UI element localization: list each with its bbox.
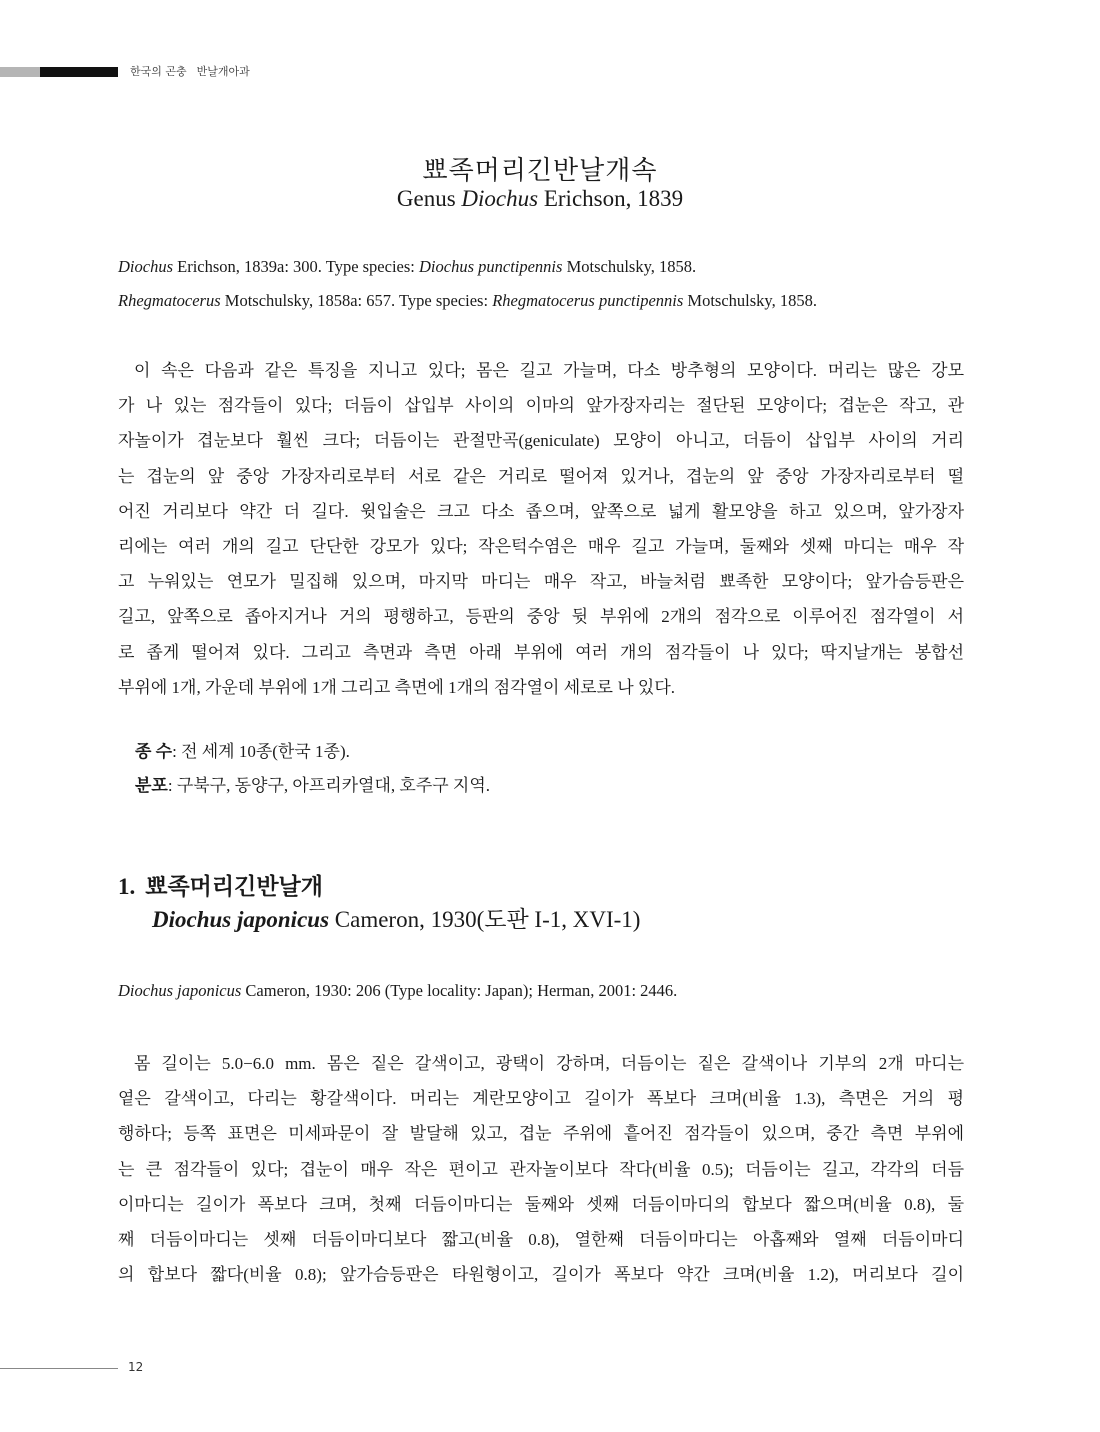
genus-title-latin: [0, 186, 1080, 212]
text-line: 길고, 앞쪽으로 좁아지거나 거의 평행하고, 등판의 중앙 뒷 부위에 2개의 점각으로 이루어진 점각열이 서: [118, 607, 964, 627]
footer-rule: [0, 1368, 118, 1369]
page-number: 12: [128, 1360, 144, 1374]
text-line: 는 겹눈의 앞 중앙 가장자리로부터 서로 같은 거리로 떨어져 있거나, 겹눈의 앞 중앙 가장자리로부터 떨: [118, 466, 964, 486]
species-number: 1.: [118, 874, 136, 899]
species-author: Cameron, 1930: [334, 907, 477, 932]
distribution-label: 분포: [135, 776, 168, 795]
species-name-korean: 뾰족머리긴반날개: [145, 874, 323, 899]
text-line: 는 큰 점각들이 있다; 겹눈이 매우 작은 편이고 관자놀이보다 작다(비율 0.5); 더듬이는 길고, 각각의 더듬: [118, 1159, 964, 1179]
text-line: 가 나 있는 점각들이 있다; 더듬이 삽입부 사이의 이마의 앞가장자리는 절단된 모양이다; 겹눈은 작고, 관: [118, 396, 964, 416]
text-line: 고 누워있는 연모가 밀집해 있으며, 마지막 마디는 매우 작고, 바늘처럼 뾰족한 모양이다; 앞가슴등판은: [118, 572, 964, 592]
distribution: [135, 769, 490, 803]
genus-prefix: Genus: [396, 186, 456, 211]
header-bar-gray: [0, 67, 40, 77]
section-title: 반날개아과: [196, 65, 250, 78]
synonym-entry: [118, 291, 817, 311]
header-bar-black: [40, 67, 118, 77]
type-species: Rhegmatocerus punctipennis: [492, 291, 684, 310]
species-heading: [118, 868, 323, 901]
text-line: 리에는 여러 개의 길고 단단한 강모가 있다; 작은턱수염은 매우 길고 가늘며, 둘째와 셋째 마디는 매우 작: [118, 536, 964, 556]
genus-author: Erichson, 1839: [543, 186, 684, 211]
text-line: 어진 거리보다 약간 더 길다. 윗입술은 크고 다소 좁으며, 앞쪽으로 넓게 활모양을 하고 있으며, 앞가장자: [118, 501, 964, 521]
text-line: 이 속은 다음과 같은 특징을 지니고 있다; 몸은 길고 가늘며, 다소 방추형의 모양이다. 머리는 많은 강모: [134, 361, 964, 380]
species-count: [135, 735, 490, 769]
synonym-name: Rhegmatocerus: [118, 291, 221, 310]
type-author: Motschulsky, 1858.: [687, 291, 817, 310]
citation-text: Cameron, 1930: 206 (Type locality: Japan); Herman, 2001: 2446.: [245, 981, 678, 1000]
type-species: Diochus punctipennis: [419, 257, 563, 276]
genus-title-korean: 뾰족머리긴반날개속: [422, 156, 658, 185]
synonym-entry: [118, 257, 696, 277]
species-count-value: : 전 세계 10종(한국 1종).: [172, 742, 350, 761]
book-title: 한국의 곤충: [130, 65, 187, 78]
species-latin-line: [152, 901, 640, 934]
species-citation: [118, 981, 677, 1001]
genus-description: [118, 353, 964, 705]
synonym-ref: Motschulsky, 1858a: 657. Type species:: [224, 291, 489, 310]
text-line: 옅은 갈색이고, 다리는 황갈색이다. 머리는 계란모양이고 길이가 폭보다 크며(비율 1.3), 측면은 거의 평: [118, 1089, 964, 1109]
text-line: 로 좁게 떨어져 있다. 그리고 측면과 측면 아래 부위에 여러 개의 점각들이 나 있다; 딱지날개는 봉합선: [118, 642, 964, 662]
genus-facts: [135, 735, 490, 803]
genus-name: Diochus: [461, 186, 539, 211]
species-count-label: 종 수: [135, 742, 173, 761]
text-line: 자놀이가 겹눈보다 훨씬 크다; 더듬이는 관절만곡(geniculate) 모양이 아니고, 더듬이 삽입부 사이의 거리: [118, 431, 964, 451]
text-line: 부위에 1개, 가운데 부위에 1개 그리고 측면에 1개의 점각열이 세로로 나 있다.: [118, 677, 675, 697]
distribution-value: : 구북구, 동양구, 아프리카열대, 호주구 지역.: [167, 776, 491, 795]
type-author: Motschulsky, 1858.: [566, 257, 697, 276]
text-line: 행하다; 등쪽 표면은 미세파문이 잘 발달해 있고, 겹눈 주위에 흩어진 점각들이 있으며, 중간 측면 부위에: [118, 1124, 964, 1144]
synonym-ref: Erichson, 1839a: 300. Type species:: [177, 257, 415, 276]
species-plate-ref: (도판 I-1, XVI-1): [476, 907, 641, 932]
species-description: [118, 1046, 964, 1292]
synonym-name: Diochus: [118, 257, 173, 276]
text-line: 의 합보다 짧다(비율 0.8); 앞가슴등판은 타원형이고, 길이가 폭보다 약간 크며(비율 1.2), 머리보다 길이: [118, 1265, 964, 1285]
species-name-latin: Diochus japonicus: [152, 907, 330, 932]
text-line: 몸 길이는 5.0−6.0 mm. 몸은 짙은 갈색이고, 광택이 강하며, 더듬이는 짙은 갈색이나 기부의 2개 마디는: [134, 1054, 964, 1073]
text-line: 이마디는 길이가 폭보다 크며, 첫째 더듬이마디는 둘째와 셋째 더듬이마디의 합보다 짧으며(비율 0.8), 둘: [118, 1194, 964, 1214]
citation-species-name: Diochus japonicus: [118, 981, 242, 1000]
text-line: 째 더듬이마디는 셋째 더듬이마디보다 짧고(비율 0.8), 열한째 더듬이마디는 아홉째와 열째 더듬이마디: [118, 1229, 964, 1249]
running-header: [130, 63, 260, 79]
